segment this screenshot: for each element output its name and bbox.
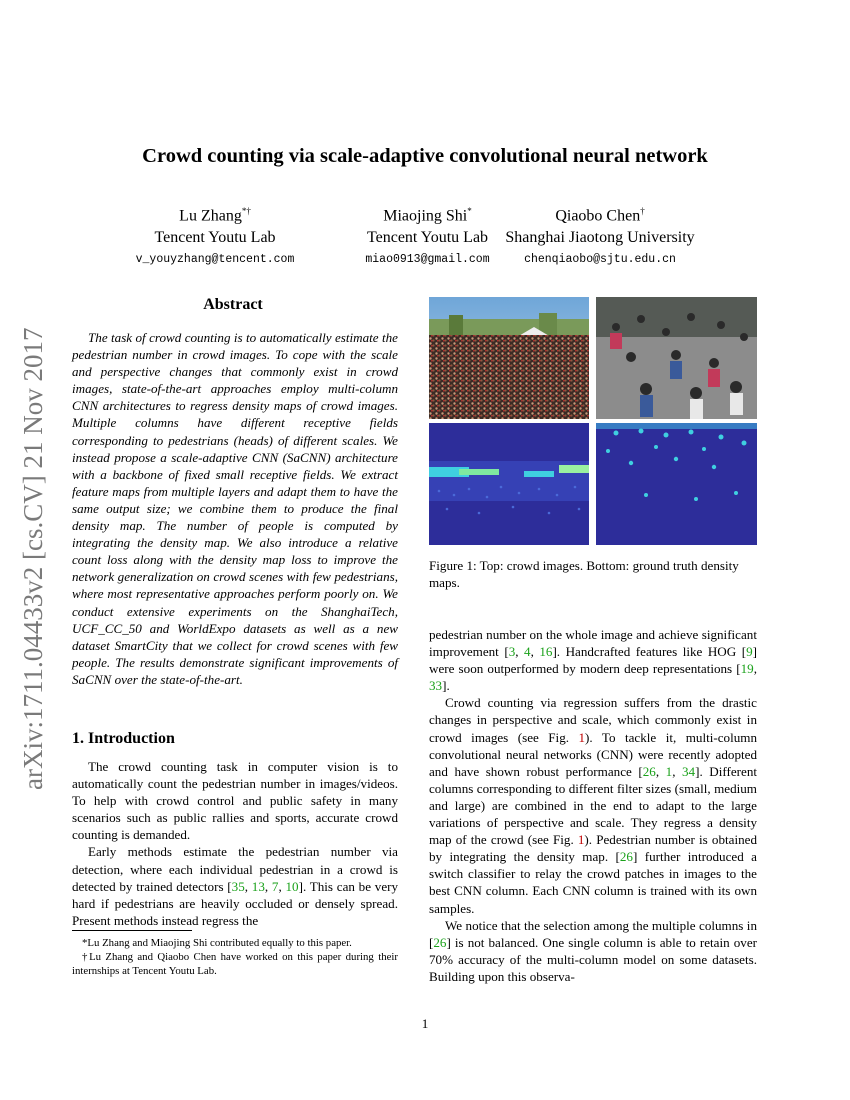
author-affiliation: Tencent Youtu Lab [366, 229, 489, 247]
arxiv-stamp-text: arXiv:1711.04433v2 [cs.CV] 21 Nov 2017 [18, 327, 48, 790]
paragraph: The crowd counting task in computer vision is to automatically count the pedestrian number in images/videos. To help with crowd control and public safety in many scenarios such as public rallies and sports, accurate crowd counting is demanded. [72, 759, 398, 843]
footnote-rule [72, 930, 192, 931]
abstract-heading: Abstract [203, 296, 263, 313]
author-mark: *† [241, 206, 251, 216]
author-email[interactable]: miao0913@gmail.com [365, 253, 490, 267]
crowd-image-plaza [596, 297, 757, 419]
footnote: †Lu Zhang and Qiaobo Chen have worked on this paper during their internships at Tencent Youtu Lab. [72, 951, 398, 977]
author-name: Qiaobo Chen [555, 207, 641, 225]
introduction-right-column [429, 626, 757, 985]
density-map-outdoor [429, 423, 589, 545]
author-email[interactable]: v_youyzhang@tencent.com [135, 253, 295, 267]
citation-link[interactable]: 13 [251, 878, 265, 894]
citation-link[interactable]: 16 [539, 644, 553, 660]
paragraph: Crowd counting via regression suffers from the drastic changes in perspective and scale, which commonly exist in crowd images (see Fig. 1). To tackle it, multi-column convolutional neural networks (CNN) were recently adopted and have shown robust performance [26, 1, 34]. Different columns corresponding to different filter sizes (small, medium and large) are combined in the end to adapt to the large variations of perspective and scale. They regress a density map of the crowd (see Fig. 1). Pedestrian number is obtained by integrating the density map. [26] further introduced a switch classifier to relay the crowd patches in images to the best CNN column. Each CNN column is trained with its own samples. [429, 695, 758, 916]
author-block [485, 200, 715, 271]
section-heading-introduction: 1. Introduction [72, 730, 175, 747]
citation-link[interactable]: 3 [508, 644, 516, 660]
citation-link[interactable]: 7 [271, 878, 279, 894]
citation-link[interactable]: 19 [740, 661, 754, 677]
abstract-text: The task of crowd counting is to automatically estimate the pedestrian number in crowd images. To cope with the scale and perspective changes that commonly exist in crowd images, state-of-the-art approaches employ multi-column CNN architectures to regress density maps of crowd images. Multiple columns have different receptive fields corresponding to pedestrians (heads) of different scales. We instead propose a scale-adaptive CNN (SaCNN) architecture with a backbone of fixed small receptive fields. We extract feature maps from multiple layers and adapt them to have the same output size; we combine them to produce the final density map. The number of people is computed by integrating the density map. We also introduce a relative count loss along with the density map loss to improve the network generalization on crowd scenes with few pedestrians, where most representative approaches perform poorly on. We conduct extensive experiments on the ShanghaiTech, UCF_CC_50 and WorldExpo datasets as well as a new dataset SmartCity that we collect for crowd scenes with few people. The results demonstrate significant improvements of SaCNN over the state-of-the-art. [72, 330, 398, 687]
citation-link[interactable]: 9 [746, 644, 753, 660]
citation-link[interactable]: 26 [433, 934, 447, 950]
author-email[interactable]: chenqiaobo@sjtu.edu.cn [524, 253, 676, 267]
paragraph: We notice that the selection among the multiple columns in [26] is not balanced. One single column is able to retain over 70% accuracy of the multi-column model on some datasets. Building upon this observa- [429, 917, 757, 984]
author-mark: † [640, 206, 645, 216]
figure-1 [429, 297, 757, 545]
footnotes [72, 936, 398, 978]
citation-link[interactable]: 34 [682, 763, 696, 779]
introduction-left-column [72, 758, 398, 929]
arxiv-side-stamp [8, 285, 54, 790]
paragraph: Early methods estimate the pedestrian number via detection, where each individual pedestrian in a crowd is detected by trained detectors [35, 13, 7, 10]. This can be very hard if pedestrians are heavily occluded or densely spread. Present methods instead regress the [72, 844, 399, 928]
figure-ref-link[interactable]: 1 [578, 729, 586, 745]
author-affiliation: Shanghai Jiaotong University [505, 229, 695, 247]
figure-ref-link[interactable]: 1 [577, 832, 585, 848]
author-name: Miaojing Shi [383, 207, 468, 225]
page-number: 1 [421, 1016, 429, 1031]
citation-link[interactable]: 26 [619, 849, 633, 865]
author-name: Lu Zhang [179, 207, 242, 225]
figure-1-caption: Figure 1: Top: crowd images. Bottom: ground truth density maps. [429, 558, 739, 591]
paragraph: pedestrian number on the whole image and achieve significant improvement [3, 4, 16]. Handcrafted features like HOG [9] were soon outperformed by modern deep representations [19, 33]. [429, 627, 758, 694]
author-affiliation: Tencent Youtu Lab [154, 229, 276, 247]
citation-link[interactable]: 10 [285, 878, 299, 894]
density-map-plaza [596, 423, 757, 545]
citation-link[interactable]: 26 [642, 763, 656, 779]
citation-link[interactable]: 4 [524, 644, 531, 660]
citation-link[interactable]: 33 [429, 678, 443, 694]
paper-title: Crowd counting via scale-adaptive convolutional neural network [142, 145, 708, 167]
crowd-image-outdoor [429, 297, 589, 419]
author-mark: * [467, 206, 472, 216]
author-block [110, 200, 320, 271]
footnote: *Lu Zhang and Miaojing Shi contributed equally to this paper. [82, 937, 352, 949]
citation-link[interactable]: 35 [231, 878, 245, 894]
citation-link[interactable]: 1 [665, 763, 673, 779]
